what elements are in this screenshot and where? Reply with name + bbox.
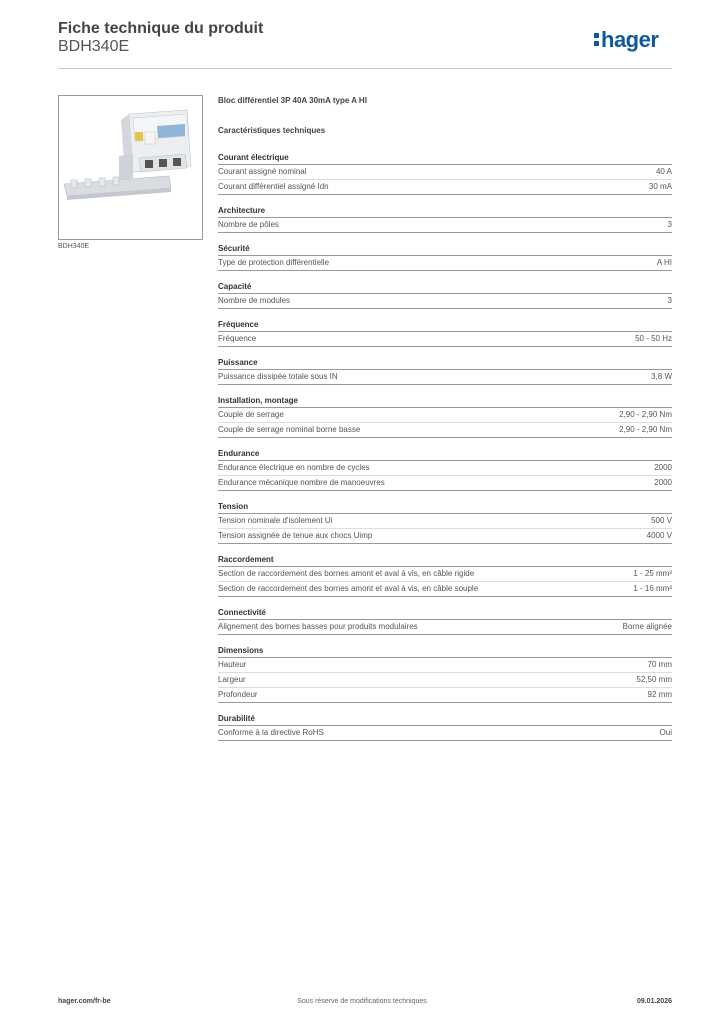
spec-value: 2,90 - 2,90 Nm xyxy=(619,410,672,419)
spec-label: Type de protection différentielle xyxy=(218,258,330,267)
spec-section xyxy=(218,281,672,309)
spec-row xyxy=(218,294,672,309)
header-divider xyxy=(58,68,672,69)
spec-section xyxy=(218,152,672,195)
spec-section xyxy=(218,448,672,491)
spec-value: 3 xyxy=(667,296,672,305)
page-title: Fiche technique du produit xyxy=(58,20,264,37)
spec-label: Couple de serrage nominal borne basse xyxy=(218,425,361,434)
spec-row xyxy=(218,514,672,529)
section-gap xyxy=(218,233,672,243)
section-gap xyxy=(218,597,672,607)
section-gap xyxy=(218,385,672,395)
section-gap xyxy=(218,544,672,554)
spec-label: Nombre de pôles xyxy=(218,220,279,229)
spec-section xyxy=(218,319,672,347)
spec-row xyxy=(218,658,672,673)
spec-label: Conforme à la directive RoHS xyxy=(218,728,324,737)
spec-row xyxy=(218,256,672,271)
spec-label: Section de raccordement des bornes amont et aval à vis, en câble rigide xyxy=(218,569,475,578)
spec-label: Tension nominale d'isolement Ui xyxy=(218,516,333,525)
section-gap xyxy=(218,309,672,319)
spec-value: 3,8 W xyxy=(651,372,672,381)
spec-label: Endurance électrique en nombre de cycles xyxy=(218,463,370,472)
spec-label: Courant différentiel assigné Idn xyxy=(218,182,329,191)
spec-value: 2000 xyxy=(654,463,672,472)
section-title: Dimensions xyxy=(218,645,672,658)
spec-label: Profondeur xyxy=(218,690,258,699)
spec-section xyxy=(218,554,672,597)
section-title: Courant électrique xyxy=(218,152,672,165)
spec-value: 70 mm xyxy=(647,660,672,669)
spec-label: Fréquence xyxy=(218,334,257,343)
spec-section xyxy=(218,243,672,271)
section-gap xyxy=(218,195,672,205)
section-title: Connectivité xyxy=(218,607,672,620)
spec-row xyxy=(218,370,672,385)
spec-row xyxy=(218,529,672,544)
section-gap xyxy=(218,635,672,645)
section-gap xyxy=(218,703,672,713)
product-reference: BDH340E xyxy=(58,38,130,55)
spec-value: 2000 xyxy=(654,478,672,487)
spec-section xyxy=(218,395,672,438)
hager-logo xyxy=(594,27,658,53)
section-title: Raccordement xyxy=(218,554,672,567)
spec-value: 500 V xyxy=(651,516,672,525)
spec-label: Couple de serrage xyxy=(218,410,284,419)
spec-label: Section de raccordement des bornes amont et aval à vis, en câble souple xyxy=(218,584,479,593)
spec-value: Borne alignée xyxy=(622,622,672,631)
spec-value: 40 A xyxy=(655,167,672,176)
spec-label: Alignement des bornes basses pour produits modulaires xyxy=(218,622,418,631)
section-title: Puissance xyxy=(218,357,672,370)
section-title: Durabilité xyxy=(218,713,672,726)
spec-label: Nombre de modules xyxy=(218,296,291,305)
section-gap xyxy=(218,491,672,501)
spec-section xyxy=(218,713,672,741)
spec-row xyxy=(218,582,672,597)
section-title: Fréquence xyxy=(218,319,672,332)
footer-disclaimer: Sous réserve de modifications techniques xyxy=(297,998,427,1005)
spec-label: Endurance mécanique nombre de manoeuvres xyxy=(218,478,385,487)
spec-value: 1 - 25 mm² xyxy=(633,569,672,578)
section-gap xyxy=(218,271,672,281)
section-title: Sécurité xyxy=(218,243,672,256)
spec-value: 3 xyxy=(667,220,672,229)
spec-value: 30 mA xyxy=(648,182,672,191)
spec-row xyxy=(218,476,672,491)
section-title: Architecture xyxy=(218,205,672,218)
spec-content xyxy=(218,96,672,741)
spec-value: 50 - 50 Hz xyxy=(635,334,672,343)
section-title: Tension xyxy=(218,501,672,514)
spec-row xyxy=(218,180,672,195)
spec-section xyxy=(218,501,672,544)
footer-date: 09.01.2026 xyxy=(636,998,672,1005)
logo-dots-icon xyxy=(594,27,600,49)
logo-text: hager xyxy=(601,27,659,52)
spec-label: Tension assignée de tenue aux chocs Uimp xyxy=(218,531,373,540)
section-gap xyxy=(218,438,672,448)
product-caption: BDH340E xyxy=(58,243,90,250)
spec-row xyxy=(218,726,672,741)
spec-row xyxy=(218,567,672,582)
section-title: Capacité xyxy=(218,281,672,294)
spec-section xyxy=(218,357,672,385)
spec-sections xyxy=(218,152,672,741)
spec-label: Hauteur xyxy=(218,660,247,669)
spec-row xyxy=(218,673,672,688)
spec-section xyxy=(218,645,672,703)
spec-label: Largeur xyxy=(218,675,246,684)
spec-value: 2,90 - 2,90 Nm xyxy=(619,425,672,434)
spec-value: 52,50 mm xyxy=(636,675,672,684)
spec-row xyxy=(218,688,672,703)
spec-section xyxy=(218,607,672,635)
product-photo-icon xyxy=(58,95,203,240)
footer-website-link[interactable]: hager.com/fr-be xyxy=(58,998,111,1005)
spec-section xyxy=(218,205,672,233)
spec-row xyxy=(218,423,672,438)
spec-value: Oui xyxy=(659,728,672,737)
section-gap xyxy=(218,347,672,357)
spec-row xyxy=(218,408,672,423)
spec-value: 4000 V xyxy=(646,531,672,540)
spec-value: A HI xyxy=(656,258,672,267)
section-title: Installation, montage xyxy=(218,395,672,408)
tech-heading: Caractéristiques techniques xyxy=(218,126,326,135)
spec-row xyxy=(218,218,672,233)
spec-label: Puissance dissipée totale sous IN xyxy=(218,372,338,381)
spec-value: 1 - 16 mm² xyxy=(633,584,672,593)
product-description: Bloc différentiel 3P 40A 30mA type A HI xyxy=(218,96,367,105)
spec-label: Courant assigné nominal xyxy=(218,167,307,176)
spec-row xyxy=(218,620,672,635)
spec-row xyxy=(218,332,672,347)
spec-value: 92 mm xyxy=(647,690,672,699)
spec-row xyxy=(218,461,672,476)
section-title: Endurance xyxy=(218,448,672,461)
spec-row xyxy=(218,165,672,180)
